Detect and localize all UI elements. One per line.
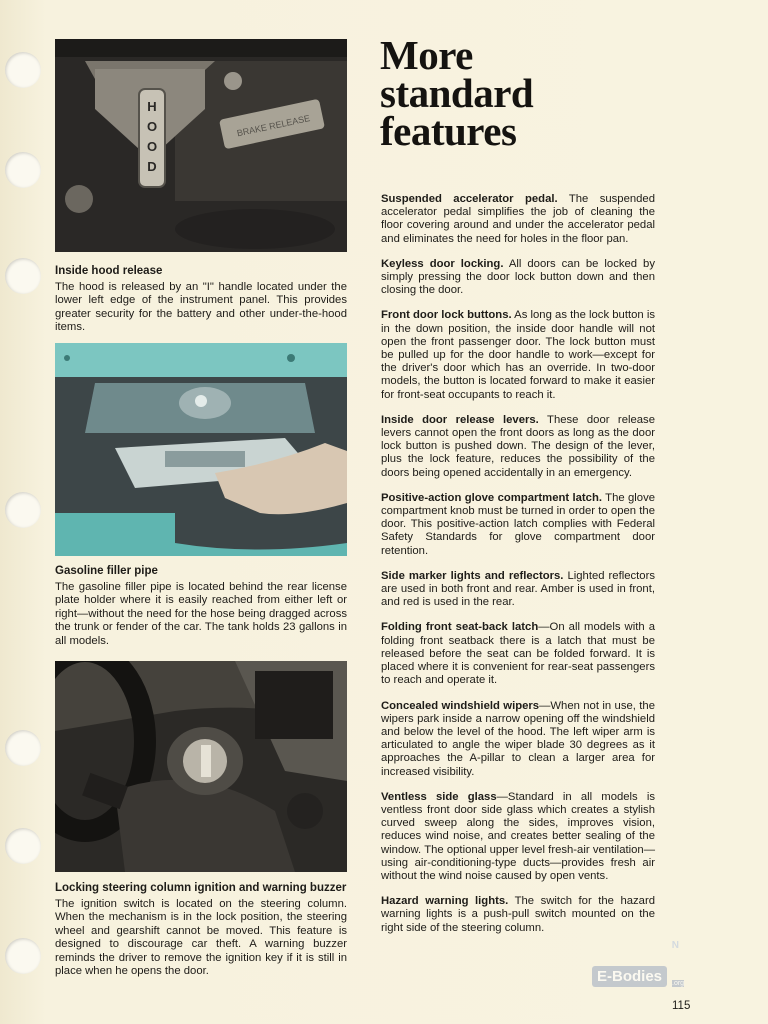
hood-handle-letter: O xyxy=(146,119,158,134)
hood-handle-letter: O xyxy=(146,139,158,154)
headline-line: standard xyxy=(380,70,534,116)
gasoline-filler-photo xyxy=(55,343,347,556)
feature-body: —Standard in all models is ventless front door side glass which creates a stylish curved sweep along the sides, improves vision, reduces wind noise, and creates better sealing of the window. The optional upper level fresh-air ventilation—using air-conditioning-type ducts—provides fresh air without the wind noise caused by open vents. xyxy=(381,790,655,882)
headline-line: More xyxy=(380,32,473,78)
hood-release-photo xyxy=(55,39,347,252)
feature-item xyxy=(381,492,655,558)
brake-release-label: BRAKE RELEASE xyxy=(235,113,311,139)
feature-item xyxy=(381,258,655,298)
feature-body: The glove compartment knob must be turned in order to open the door. This positive-action latch complies with Federal Safety Standards for glove compartment door retention. xyxy=(381,491,656,557)
page-headline xyxy=(380,32,534,154)
feature-item xyxy=(381,700,655,779)
feature-item xyxy=(381,570,655,610)
watermark-logo-text: E-Bodies xyxy=(592,966,667,987)
feature-item xyxy=(381,791,655,883)
feature-title: Ventless side glass xyxy=(381,790,497,803)
caption-title: Inside hood release xyxy=(55,265,163,277)
watermark-letter: N xyxy=(671,940,682,951)
caption-title: Gasoline filler pipe xyxy=(55,565,158,577)
feature-item xyxy=(381,193,655,246)
feature-body: As long as the lock button is in the down position, the inside door handle will not open the front passenger door. The lock button must be pulled up for the door handle to work—except for the driver's door which has an override. In two-door models, the button is located forward to make it easier for front-seat occupants to reach it. xyxy=(381,309,656,401)
feature-title: Front door lock buttons. xyxy=(381,309,512,322)
binder-hole xyxy=(5,152,41,188)
feature-body: —When not in use, the wipers park inside a narrow opening off the windshield and below the level of the hood. The left wiper arm is articulated to angle the wiper blade 30 degrees as it approaches the A-pillar to clean a larger area for increased visibility. xyxy=(381,699,655,778)
caption-title: Locking steering column ignition and warning buzzer xyxy=(55,882,347,894)
binder-hole xyxy=(5,938,41,974)
steering-column-photo xyxy=(55,661,347,872)
hood-handle-letter: H xyxy=(147,99,157,114)
binder-hole xyxy=(5,258,41,294)
feature-body: The switch for the hazard warning lights is a push-pull switch mounted on the right side of the steering column. xyxy=(381,895,655,934)
feature-title: Hazard warning lights. xyxy=(381,895,509,908)
binder-hole xyxy=(5,492,41,528)
feature-item xyxy=(381,414,655,480)
binder-hole xyxy=(5,828,41,864)
caption-body: The ignition switch is located on the steering column. When the mechanism is in the lock position, the steering wheel and gearshift cannot be moved. This feature is designed to discourage car theft. A warning buzzer reminds the driver to remove the ignition key if it is still in place when he opens the door. xyxy=(55,898,347,978)
binder-hole xyxy=(5,730,41,766)
caption-body: The hood is released by an "I" handle located under the lower left edge of the instrument panel. This provides greater security for the battery and other under-the-hood items. xyxy=(55,281,347,334)
page-number: 115 xyxy=(672,1000,691,1012)
feature-title: Inside door release levers. xyxy=(381,413,539,426)
feature-title: Keyless door locking. xyxy=(381,257,504,270)
feature-title: Suspended accelerator pedal. xyxy=(381,193,558,205)
watermark-domain: .org xyxy=(672,980,685,987)
feature-body: These door release levers cannot open the front doors as long as the door lock button is pushed down. The design of the lever, plus the lock feature, reduces the possibility of the doors being opened accidentally in an emergency. xyxy=(381,413,655,479)
feature-item xyxy=(381,621,655,687)
features-list xyxy=(381,193,655,947)
feature-item xyxy=(381,309,655,401)
feature-title: Concealed windshield wipers xyxy=(381,699,540,712)
feature-body: All doors can be locked by simply pressing the door lock button down and then closing the door. xyxy=(381,257,655,297)
feature-item xyxy=(381,895,655,935)
site-watermark xyxy=(592,940,686,992)
hood-handle-letter: D xyxy=(147,159,157,174)
binder-hole xyxy=(5,52,41,88)
feature-body: —On all models with a folding front seatback there is a latch that must be released before the seat can be folded forward. It is placed where it is convenient for rear-seat passengers to reach and operate it. xyxy=(381,621,656,687)
headline-line: features xyxy=(380,108,517,154)
feature-body: The suspended accelerator pedal simplifies the job of cleaning the floor covering around and under the accelerator pedal and eliminates the need for holes in the floor pan. xyxy=(381,193,655,245)
caption-body: The gasoline filler pipe is located behind the rear license plate holder where it is easily reached from either left or right—without the need for the hose being dragged across the trunk or fender of the car. The tank holds 23 gallons in all models. xyxy=(55,581,347,647)
feature-title: Side marker lights and reflectors. xyxy=(381,569,564,582)
feature-body: Lighted reflectors are used in both front and rear. Amber is used in front, and red is used in the rear. xyxy=(381,569,656,609)
feature-title: Folding front seat-back latch xyxy=(381,621,539,634)
feature-title: Positive-action glove compartment latch. xyxy=(381,491,603,504)
